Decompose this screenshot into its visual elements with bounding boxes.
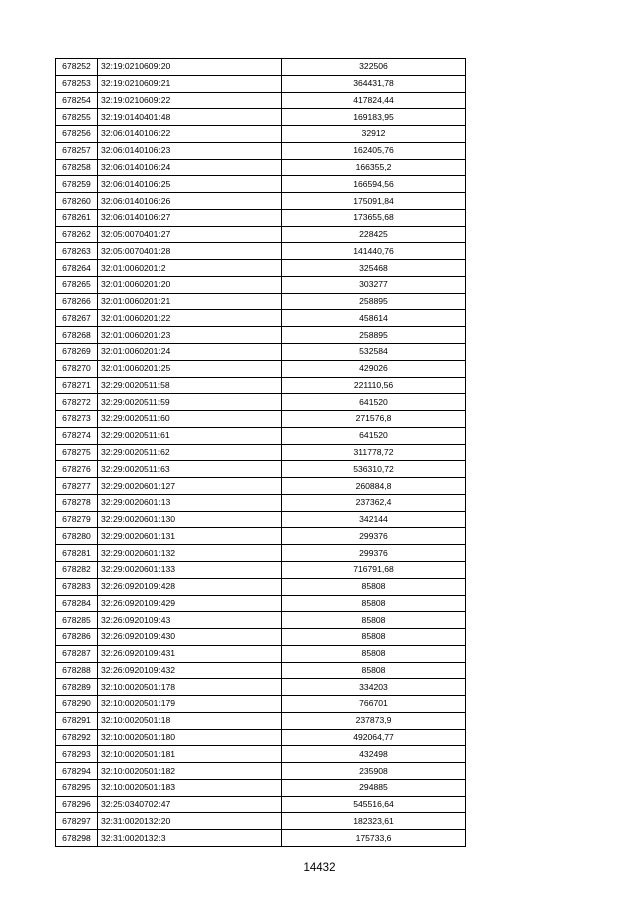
cadastral-number-cell: 32:05:0070401:28 bbox=[98, 243, 282, 260]
row-number-cell: 678276 bbox=[56, 461, 98, 478]
value-cell: 716791,68 bbox=[282, 561, 466, 578]
value-cell: 432498 bbox=[282, 746, 466, 763]
value-cell: 258895 bbox=[282, 293, 466, 310]
value-cell: 85808 bbox=[282, 645, 466, 662]
table-row bbox=[56, 260, 466, 277]
value-cell: 258895 bbox=[282, 327, 466, 344]
row-number-cell: 678260 bbox=[56, 193, 98, 210]
cadastral-number-cell: 32:31:0020132:3 bbox=[98, 830, 282, 847]
table-row bbox=[56, 411, 466, 428]
value-cell: 235908 bbox=[282, 763, 466, 780]
row-number-cell: 678286 bbox=[56, 629, 98, 646]
table-row bbox=[56, 729, 466, 746]
data-table-container bbox=[55, 58, 466, 847]
row-number-cell: 678277 bbox=[56, 478, 98, 495]
row-number-cell: 678284 bbox=[56, 595, 98, 612]
cadastral-number-cell: 32:10:0020501:181 bbox=[98, 746, 282, 763]
table-row bbox=[56, 276, 466, 293]
table-row bbox=[56, 578, 466, 595]
value-cell: 641520 bbox=[282, 427, 466, 444]
cadastral-number-cell: 32:19:0210609:22 bbox=[98, 92, 282, 109]
cadastral-number-cell: 32:10:0020501:182 bbox=[98, 763, 282, 780]
value-cell: 311778,72 bbox=[282, 444, 466, 461]
row-number-cell: 678296 bbox=[56, 796, 98, 813]
cadastral-number-cell: 32:06:0140106:22 bbox=[98, 126, 282, 143]
table-row bbox=[56, 142, 466, 159]
table-row bbox=[56, 360, 466, 377]
value-cell: 334203 bbox=[282, 679, 466, 696]
row-number-cell: 678269 bbox=[56, 344, 98, 361]
row-number-cell: 678298 bbox=[56, 830, 98, 847]
row-number-cell: 678289 bbox=[56, 679, 98, 696]
row-number-cell: 678290 bbox=[56, 696, 98, 713]
value-cell: 166355,2 bbox=[282, 159, 466, 176]
table-row bbox=[56, 243, 466, 260]
cadastral-number-cell: 32:01:0060201:20 bbox=[98, 276, 282, 293]
value-cell: 417824,44 bbox=[282, 92, 466, 109]
cadastral-number-cell: 32:26:0920109:431 bbox=[98, 645, 282, 662]
row-number-cell: 678292 bbox=[56, 729, 98, 746]
row-number-cell: 678257 bbox=[56, 142, 98, 159]
page-number: 14432 bbox=[303, 862, 336, 874]
cadastral-number-cell: 32:06:0140106:23 bbox=[98, 142, 282, 159]
table-row bbox=[56, 478, 466, 495]
table-row bbox=[56, 494, 466, 511]
cadastral-number-cell: 32:29:0020511:58 bbox=[98, 377, 282, 394]
cadastral-number-cell: 32:06:0140106:24 bbox=[98, 159, 282, 176]
cadastral-number-cell: 32:19:0210609:20 bbox=[98, 59, 282, 76]
row-number-cell: 678280 bbox=[56, 528, 98, 545]
value-cell: 85808 bbox=[282, 595, 466, 612]
cadastral-number-cell: 32:31:0020132:20 bbox=[98, 813, 282, 830]
cadastral-number-cell: 32:06:0140106:26 bbox=[98, 193, 282, 210]
table-row bbox=[56, 427, 466, 444]
row-number-cell: 678258 bbox=[56, 159, 98, 176]
table-row bbox=[56, 193, 466, 210]
row-number-cell: 678261 bbox=[56, 209, 98, 226]
table-row bbox=[56, 763, 466, 780]
row-number-cell: 678279 bbox=[56, 511, 98, 528]
value-cell: 182323,61 bbox=[282, 813, 466, 830]
table-row bbox=[56, 830, 466, 847]
cadastral-number-cell: 32:25:0340702:47 bbox=[98, 796, 282, 813]
value-cell: 221110,56 bbox=[282, 377, 466, 394]
table-row bbox=[56, 394, 466, 411]
cadastral-number-cell: 32:26:0920109:43 bbox=[98, 612, 282, 629]
value-cell: 175733,6 bbox=[282, 830, 466, 847]
table-row bbox=[56, 561, 466, 578]
cadastral-number-cell: 32:29:0020511:63 bbox=[98, 461, 282, 478]
cadastral-number-cell: 32:29:0020601:131 bbox=[98, 528, 282, 545]
value-cell: 85808 bbox=[282, 662, 466, 679]
cadastral-number-cell: 32:29:0020511:60 bbox=[98, 411, 282, 428]
table-row bbox=[56, 545, 466, 562]
row-number-cell: 678273 bbox=[56, 411, 98, 428]
row-number-cell: 678265 bbox=[56, 276, 98, 293]
cadastral-number-cell: 32:19:0140401:48 bbox=[98, 109, 282, 126]
table-row bbox=[56, 645, 466, 662]
value-cell: 85808 bbox=[282, 629, 466, 646]
table-row bbox=[56, 679, 466, 696]
cadastral-number-cell: 32:29:0020511:62 bbox=[98, 444, 282, 461]
row-number-cell: 678291 bbox=[56, 712, 98, 729]
row-number-cell: 678294 bbox=[56, 763, 98, 780]
table-row bbox=[56, 226, 466, 243]
value-cell: 85808 bbox=[282, 612, 466, 629]
value-cell: 294885 bbox=[282, 779, 466, 796]
value-cell: 162405,76 bbox=[282, 142, 466, 159]
cadastral-number-cell: 32:10:0020501:179 bbox=[98, 696, 282, 713]
table-row bbox=[56, 662, 466, 679]
table-row bbox=[56, 159, 466, 176]
row-number-cell: 678281 bbox=[56, 545, 98, 562]
row-number-cell: 678288 bbox=[56, 662, 98, 679]
value-cell: 492064,77 bbox=[282, 729, 466, 746]
row-number-cell: 678264 bbox=[56, 260, 98, 277]
row-number-cell: 678254 bbox=[56, 92, 98, 109]
value-cell: 237362,4 bbox=[282, 494, 466, 511]
cadastral-number-cell: 32:06:0140106:27 bbox=[98, 209, 282, 226]
row-number-cell: 678282 bbox=[56, 561, 98, 578]
table-row bbox=[56, 796, 466, 813]
row-number-cell: 678270 bbox=[56, 360, 98, 377]
cadastral-number-cell: 32:29:0020601:132 bbox=[98, 545, 282, 562]
cadastral-number-cell: 32:01:0060201:21 bbox=[98, 293, 282, 310]
row-number-cell: 678262 bbox=[56, 226, 98, 243]
table-row bbox=[56, 75, 466, 92]
cadastral-number-cell: 32:19:0210609:21 bbox=[98, 75, 282, 92]
table-row bbox=[56, 461, 466, 478]
table-row bbox=[56, 444, 466, 461]
row-number-cell: 678259 bbox=[56, 176, 98, 193]
value-cell: 175091,84 bbox=[282, 193, 466, 210]
cadastral-number-cell: 32:01:0060201:23 bbox=[98, 327, 282, 344]
table-row bbox=[56, 59, 466, 76]
row-number-cell: 678268 bbox=[56, 327, 98, 344]
row-number-cell: 678297 bbox=[56, 813, 98, 830]
value-cell: 536310,72 bbox=[282, 461, 466, 478]
value-cell: 85808 bbox=[282, 578, 466, 595]
value-cell: 325468 bbox=[282, 260, 466, 277]
value-cell: 545516,64 bbox=[282, 796, 466, 813]
cadastral-number-cell: 32:06:0140106:25 bbox=[98, 176, 282, 193]
table-row bbox=[56, 377, 466, 394]
table-row bbox=[56, 293, 466, 310]
row-number-cell: 678256 bbox=[56, 126, 98, 143]
row-number-cell: 678266 bbox=[56, 293, 98, 310]
table-row bbox=[56, 344, 466, 361]
table-row bbox=[56, 310, 466, 327]
table-row bbox=[56, 612, 466, 629]
cadastral-value-table bbox=[55, 58, 466, 847]
value-cell: 766701 bbox=[282, 696, 466, 713]
table-row bbox=[56, 528, 466, 545]
table-row bbox=[56, 126, 466, 143]
cadastral-number-cell: 32:26:0920109:428 bbox=[98, 578, 282, 595]
value-cell: 429026 bbox=[282, 360, 466, 377]
row-number-cell: 678271 bbox=[56, 377, 98, 394]
cadastral-number-cell: 32:26:0920109:429 bbox=[98, 595, 282, 612]
value-cell: 141440,76 bbox=[282, 243, 466, 260]
value-cell: 364431,78 bbox=[282, 75, 466, 92]
cadastral-number-cell: 32:29:0020601:127 bbox=[98, 478, 282, 495]
table-row bbox=[56, 209, 466, 226]
row-number-cell: 678263 bbox=[56, 243, 98, 260]
value-cell: 342144 bbox=[282, 511, 466, 528]
value-cell: 166594,56 bbox=[282, 176, 466, 193]
value-cell: 458614 bbox=[282, 310, 466, 327]
table-row bbox=[56, 327, 466, 344]
cadastral-number-cell: 32:10:0020501:18 bbox=[98, 712, 282, 729]
cadastral-number-cell: 32:01:0060201:22 bbox=[98, 310, 282, 327]
cadastral-number-cell: 32:26:0920109:430 bbox=[98, 629, 282, 646]
row-number-cell: 678283 bbox=[56, 578, 98, 595]
cadastral-number-cell: 32:01:0060201:25 bbox=[98, 360, 282, 377]
cadastral-number-cell: 32:05:0070401:27 bbox=[98, 226, 282, 243]
row-number-cell: 678272 bbox=[56, 394, 98, 411]
cadastral-number-cell: 32:01:0060201:24 bbox=[98, 344, 282, 361]
cadastral-number-cell: 32:29:0020601:133 bbox=[98, 561, 282, 578]
value-cell: 532584 bbox=[282, 344, 466, 361]
value-cell: 173655,68 bbox=[282, 209, 466, 226]
value-cell: 228425 bbox=[282, 226, 466, 243]
table-row bbox=[56, 696, 466, 713]
value-cell: 260884,8 bbox=[282, 478, 466, 495]
cadastral-number-cell: 32:10:0020501:183 bbox=[98, 779, 282, 796]
table-row bbox=[56, 746, 466, 763]
cadastral-number-cell: 32:29:0020601:13 bbox=[98, 494, 282, 511]
cadastral-number-cell: 32:29:0020601:130 bbox=[98, 511, 282, 528]
row-number-cell: 678287 bbox=[56, 645, 98, 662]
table-row bbox=[56, 629, 466, 646]
table-row bbox=[56, 176, 466, 193]
cadastral-number-cell: 32:29:0020511:59 bbox=[98, 394, 282, 411]
row-number-cell: 678295 bbox=[56, 779, 98, 796]
table-row bbox=[56, 92, 466, 109]
table-row bbox=[56, 779, 466, 796]
cadastral-number-cell: 32:29:0020511:61 bbox=[98, 427, 282, 444]
cadastral-number-cell: 32:10:0020501:178 bbox=[98, 679, 282, 696]
cadastral-number-cell: 32:10:0020501:180 bbox=[98, 729, 282, 746]
table-row bbox=[56, 109, 466, 126]
row-number-cell: 678275 bbox=[56, 444, 98, 461]
value-cell: 299376 bbox=[282, 545, 466, 562]
cadastral-number-cell: 32:01:0060201:2 bbox=[98, 260, 282, 277]
cadastral-number-cell: 32:26:0920109:432 bbox=[98, 662, 282, 679]
value-cell: 641520 bbox=[282, 394, 466, 411]
row-number-cell: 678267 bbox=[56, 310, 98, 327]
row-number-cell: 678278 bbox=[56, 494, 98, 511]
value-cell: 169183,95 bbox=[282, 109, 466, 126]
value-cell: 299376 bbox=[282, 528, 466, 545]
value-cell: 32912 bbox=[282, 126, 466, 143]
row-number-cell: 678274 bbox=[56, 427, 98, 444]
row-number-cell: 678285 bbox=[56, 612, 98, 629]
value-cell: 303277 bbox=[282, 276, 466, 293]
table-row bbox=[56, 595, 466, 612]
table-row bbox=[56, 712, 466, 729]
value-cell: 271576,8 bbox=[282, 411, 466, 428]
value-cell: 237873,9 bbox=[282, 712, 466, 729]
row-number-cell: 678255 bbox=[56, 109, 98, 126]
row-number-cell: 678253 bbox=[56, 75, 98, 92]
value-cell: 322506 bbox=[282, 59, 466, 76]
table-body bbox=[56, 59, 466, 847]
table-row bbox=[56, 511, 466, 528]
table-row bbox=[56, 813, 466, 830]
row-number-cell: 678293 bbox=[56, 746, 98, 763]
row-number-cell: 678252 bbox=[56, 59, 98, 76]
